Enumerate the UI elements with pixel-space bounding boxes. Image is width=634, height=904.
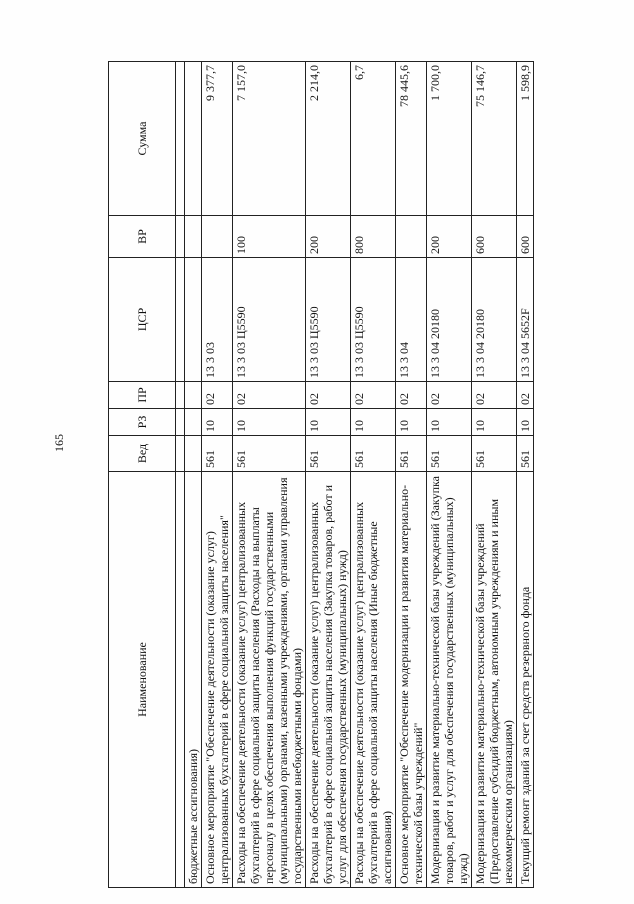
cell-rz: 10 bbox=[233, 409, 306, 436]
cell-ved bbox=[185, 436, 202, 472]
header-name: Наименование bbox=[109, 472, 176, 888]
header-rz: РЗ bbox=[109, 409, 176, 436]
cell-csr: 13 3 04 bbox=[396, 258, 427, 382]
cell-pr: 02 bbox=[306, 382, 351, 409]
table-row bbox=[472, 62, 517, 888]
page-number: 165 bbox=[52, 434, 66, 452]
cell-csr: 13 3 03 Ц5590 bbox=[233, 258, 306, 382]
cell-sum: 1 700,0 bbox=[427, 62, 472, 216]
cell-ved: 561 bbox=[427, 436, 472, 472]
table-row bbox=[396, 62, 427, 888]
cell-vr: 800 bbox=[351, 216, 396, 258]
table-row bbox=[233, 62, 306, 888]
cell-sum: 78 445,6 bbox=[396, 62, 427, 216]
cell-name: Основное мероприятие "Обеспечение деятельности (оказание услуг) централизованных бухгалтерий в сфере социальной защиты населения" bbox=[202, 472, 233, 888]
cell-pr: 02 bbox=[233, 382, 306, 409]
cell-rz: 10 bbox=[351, 409, 396, 436]
cell-name: Модернизация и развитие материально-технической базы учреждений (Закупка товаров, работ и услуг для обеспечения государственных (муниципальных) нужд) bbox=[427, 472, 472, 888]
cell-sum: 6,7 bbox=[351, 62, 396, 216]
cell-csr: 13 3 03 bbox=[202, 258, 233, 382]
cell-pr: 02 bbox=[517, 382, 534, 409]
cell-vr: 600 bbox=[517, 216, 534, 258]
table-header-spacer bbox=[176, 62, 185, 888]
header-pr: ПР bbox=[109, 382, 176, 409]
table-row bbox=[517, 62, 534, 888]
cell-name: Основное мероприятие "Обеспечение модернизации и развития материально-технической базы учреждений" bbox=[396, 472, 427, 888]
cell-csr: 13 3 03 Ц5590 bbox=[306, 258, 351, 382]
header-sum: Сумма bbox=[109, 62, 176, 216]
rotated-table-container bbox=[108, 62, 534, 888]
cell-name: Модернизация и развитие материально-технической базы учреждений (Предоставление субсидий бюджетным, автономным учреждениям и иным некоммерческим организациям) bbox=[472, 472, 517, 888]
cell-ved: 561 bbox=[202, 436, 233, 472]
cell-name: бюджетные ассигнования) bbox=[185, 472, 202, 888]
cell-ved: 561 bbox=[233, 436, 306, 472]
header-csr: ЦСР bbox=[109, 258, 176, 382]
table-row bbox=[202, 62, 233, 888]
cell-csr: 13 3 04 20180 bbox=[427, 258, 472, 382]
table-row bbox=[427, 62, 472, 888]
cell-sum: 2 214,0 bbox=[306, 62, 351, 216]
cell-ved: 561 bbox=[517, 436, 534, 472]
cell-csr bbox=[185, 258, 202, 382]
cell-rz: 10 bbox=[202, 409, 233, 436]
table-row bbox=[351, 62, 396, 888]
cell-ved: 561 bbox=[351, 436, 396, 472]
cell-name: Текущий ремонт зданий за счет средств резервного фонда bbox=[517, 472, 534, 888]
header-ved: Вед bbox=[109, 436, 176, 472]
cell-name: Расходы на обеспечение деятельности (оказание услуг) централизованных бухгалтерий в сфере социальной защиты населения (Расходы на выплаты персоналу в целях обеспечения выполнения функций государственными (муниципальными) органами, казенными учреждениями, органами управления государственными внебюджетными фондами) bbox=[233, 472, 306, 888]
cell-rz: 10 bbox=[306, 409, 351, 436]
table-header-row bbox=[109, 62, 176, 888]
cell-pr: 02 bbox=[202, 382, 233, 409]
cell-sum: 75 146,7 bbox=[472, 62, 517, 216]
cell-pr: 02 bbox=[351, 382, 396, 409]
cell-ved: 561 bbox=[472, 436, 517, 472]
cell-sum bbox=[185, 62, 202, 216]
cell-vr bbox=[202, 216, 233, 258]
cell-pr: 02 bbox=[427, 382, 472, 409]
cell-csr: 13 3 03 Ц5590 bbox=[351, 258, 396, 382]
cell-ved: 561 bbox=[396, 436, 427, 472]
cell-pr bbox=[185, 382, 202, 409]
cell-vr: 200 bbox=[427, 216, 472, 258]
cell-rz: 10 bbox=[517, 409, 534, 436]
table-row bbox=[185, 62, 202, 888]
cell-csr: 13 3 04 5652F bbox=[517, 258, 534, 382]
cell-sum: 9 377,7 bbox=[202, 62, 233, 216]
cell-vr: 200 bbox=[306, 216, 351, 258]
cell-pr: 02 bbox=[396, 382, 427, 409]
cell-ved: 561 bbox=[306, 436, 351, 472]
cell-rz: 10 bbox=[472, 409, 517, 436]
cell-rz: 10 bbox=[396, 409, 427, 436]
budget-table bbox=[108, 61, 534, 888]
cell-vr: 600 bbox=[472, 216, 517, 258]
cell-name: Расходы на обеспечение деятельности (оказание услуг) централизованных бухгалтерий в сфере социальной защиты населения (Закупка товаров, работ и услуг для обеспечения государственных (муниципальных) нужд) bbox=[306, 472, 351, 888]
header-vr: ВР bbox=[109, 216, 176, 258]
cell-sum: 7 157,0 bbox=[233, 62, 306, 216]
cell-rz bbox=[185, 409, 202, 436]
cell-vr: 100 bbox=[233, 216, 306, 258]
table-row bbox=[306, 62, 351, 888]
cell-name: Расходы на обеспечение деятельности (оказание услуг) централизованных бухгалтерий в сфере социальной защиты населения (Иные бюджетные ассигнования) bbox=[351, 472, 396, 888]
cell-pr: 02 bbox=[472, 382, 517, 409]
cell-vr bbox=[396, 216, 427, 258]
cell-vr bbox=[185, 216, 202, 258]
cell-rz: 10 bbox=[427, 409, 472, 436]
cell-csr: 13 3 04 20180 bbox=[472, 258, 517, 382]
cell-sum: 1 598,9 bbox=[517, 62, 534, 216]
